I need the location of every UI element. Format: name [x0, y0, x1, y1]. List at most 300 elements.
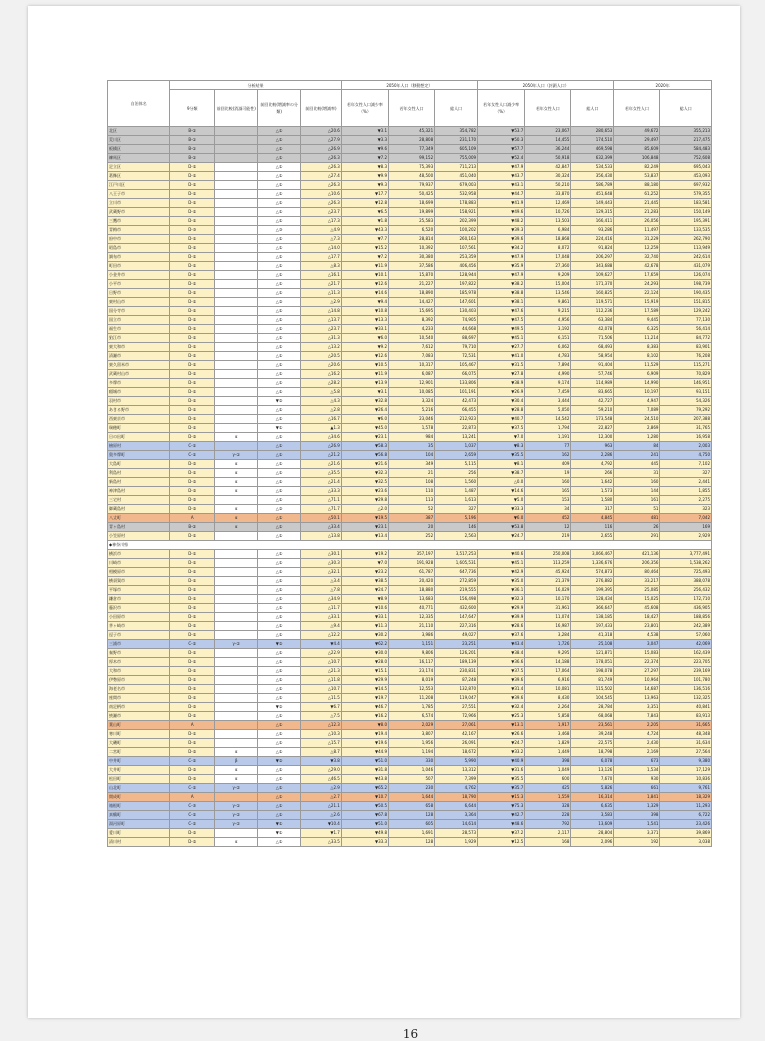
table-cell: 立川市: [108, 199, 170, 208]
table-cell: 66,455: [435, 406, 478, 415]
table-cell: ▼43.3: [341, 226, 388, 235]
table-cell: γ-①: [215, 802, 258, 811]
table-cell: D-①: [170, 334, 215, 343]
table-cell: D-①: [170, 730, 215, 739]
table-row: [108, 316, 712, 325]
table-cell: 寒川町: [108, 730, 170, 739]
table-cell: D-①: [170, 316, 215, 325]
table-cell: ▼3.1: [341, 127, 388, 136]
table-cell: D-①: [170, 262, 215, 271]
table-cell: 9,445: [614, 316, 660, 325]
table-cell: 昭島市: [108, 244, 170, 253]
table-cell: 17,048: [525, 253, 571, 262]
table-cell: 9,806: [389, 649, 435, 658]
table-cell: 83,901: [660, 343, 712, 352]
table-cell: ▼48.2: [478, 217, 525, 226]
table-cell: 1,785: [389, 703, 435, 712]
table-cell: 126,074: [660, 271, 712, 280]
table-cell: 青梅市: [108, 226, 170, 235]
table-cell: 28,784: [571, 703, 614, 712]
table-cell: ▼43.4: [478, 640, 525, 649]
table-cell: 26,091: [435, 739, 478, 748]
table-cell: 206,356: [614, 559, 660, 568]
table-cell: △②: [258, 505, 301, 514]
table-row: [108, 487, 712, 496]
table-cell: 13,312: [435, 766, 478, 775]
table-cell: ▼19.5: [341, 514, 388, 523]
table-cell: 10,317: [389, 361, 435, 370]
table-cell: ▼35.5: [478, 451, 525, 460]
table-cell: 101,780: [660, 676, 712, 685]
table-cell: 451,040: [435, 172, 478, 181]
table-cell: △16.2: [301, 370, 342, 379]
table-cell: 398: [614, 811, 660, 820]
table-cell: γ-②: [215, 811, 258, 820]
table-row: [108, 406, 712, 415]
table-cell: C-②: [170, 820, 215, 829]
table-cell: A: [170, 793, 215, 802]
table-cell: 42,678: [614, 262, 660, 271]
table-cell: 224,416: [571, 235, 614, 244]
table-cell: ▼39.6: [478, 694, 525, 703]
table-cell: 3,517,253: [435, 550, 478, 559]
table-cell: ▼75.3: [478, 802, 525, 811]
table-cell: 130,403: [435, 307, 478, 316]
table-cell: 72,966: [435, 712, 478, 721]
table-cell: 260,163: [435, 235, 478, 244]
table-cell: B-②: [170, 523, 215, 532]
section-header-row: [108, 541, 712, 550]
table-cell: ▼43.1: [478, 181, 525, 190]
table-cell: 230,831: [435, 667, 478, 676]
table-cell: 33,870: [525, 190, 571, 199]
table-cell: 足立区: [108, 163, 170, 172]
table-cell: ▼1.8: [341, 217, 388, 226]
table-cell: 11,293: [660, 802, 712, 811]
table-cell: 3,284: [525, 631, 571, 640]
table-cell: 17,659: [614, 271, 660, 280]
table-cell: ▼32.5: [341, 478, 388, 487]
table-cell: [215, 253, 258, 262]
table-cell: 12,335: [389, 613, 435, 622]
table-cell: ▼45.1: [478, 559, 525, 568]
table-cell: 191,928: [389, 559, 435, 568]
table-cell: [215, 352, 258, 361]
table-cell: △26.9: [301, 145, 342, 154]
table-cell: △26.3: [301, 199, 342, 208]
table-cell: 新島村: [108, 478, 170, 487]
table-cell: 16,117: [389, 658, 435, 667]
table-cell: △29.0: [301, 766, 342, 775]
table-cell: 68,493: [571, 343, 614, 352]
table-cell: 13,609: [571, 820, 614, 829]
table-cell: 133,806: [435, 379, 478, 388]
table-cell: 451,648: [571, 190, 614, 199]
table-cell: △①: [258, 550, 301, 559]
table-cell: △28.2: [301, 379, 342, 388]
table-cell: D-①: [170, 217, 215, 226]
table-cell: A: [170, 514, 215, 523]
table-cell: B-①: [170, 145, 215, 154]
table-cell: 83,913: [660, 712, 712, 721]
table-row: [108, 154, 712, 163]
table-cell: 25,583: [389, 217, 435, 226]
table-cell: △7.3: [301, 235, 342, 244]
table-cell: 42,069: [660, 640, 712, 649]
table-cell: 大島町: [108, 460, 170, 469]
table-cell: 13,546: [525, 289, 571, 298]
table-cell: 57,060: [660, 631, 712, 640]
table-cell: ▼48.6: [478, 820, 525, 829]
table-cell: D-①: [170, 415, 215, 424]
table-cell: △11.8: [301, 676, 342, 685]
table-cell: ▼11.9: [341, 262, 388, 271]
table-cell: 431,079: [660, 262, 712, 271]
table-cell: C-①: [170, 442, 215, 451]
table-cell: ▼47.9: [478, 253, 525, 262]
table-row: [108, 811, 712, 820]
table-cell: 羽村市: [108, 397, 170, 406]
table-cell: 31,634: [660, 739, 712, 748]
table-cell: 15,919: [614, 298, 660, 307]
table-cell: 檜原村: [108, 442, 170, 451]
table-cell: 963: [571, 442, 614, 451]
table-cell: 80,464: [614, 568, 660, 577]
table-cell: 50,210: [525, 181, 571, 190]
table-cell: [215, 379, 258, 388]
table-cell: ▼38.9: [478, 379, 525, 388]
table-cell: △35.5: [301, 469, 342, 478]
table-cell: [215, 613, 258, 622]
table-cell: 4,947: [614, 397, 660, 406]
table-cell: 6,087: [389, 370, 435, 379]
header-prev-category: 前回比較(増減率の分類): [258, 90, 301, 127]
table-cell: 272,859: [435, 577, 478, 586]
table-cell: ▼3.8: [301, 757, 342, 766]
table-cell: 115,502: [571, 685, 614, 694]
table-cell: ▼52.4: [478, 154, 525, 163]
table-cell: [215, 415, 258, 424]
table-cell: 26: [614, 523, 660, 532]
table-cell: 231,170: [435, 136, 478, 145]
table-cell: 1,151: [389, 640, 435, 649]
table-cell: D-①: [170, 388, 215, 397]
table-cell: 8,430: [525, 694, 571, 703]
table-cell: 71,506: [571, 334, 614, 343]
table-cell: 425: [525, 784, 571, 793]
table-cell: C-②: [170, 640, 215, 649]
table-cell: [215, 577, 258, 586]
table-cell: 23,426: [660, 820, 712, 829]
table-cell: ▼19.7: [341, 694, 388, 703]
table-cell: 79,710: [435, 343, 478, 352]
table-cell: [215, 154, 258, 163]
table-cell: ▼8.0: [341, 721, 388, 730]
table-cell: 752,608: [660, 154, 712, 163]
table-cell: 4,233: [389, 325, 435, 334]
table-cell: 7,459: [525, 388, 571, 397]
table-cell: 福生市: [108, 325, 170, 334]
table-cell: [215, 217, 258, 226]
table-row: [108, 172, 712, 181]
table-cell: 452: [525, 514, 571, 523]
table-row: [108, 775, 712, 784]
table-cell: ▼38.1: [478, 298, 525, 307]
table-cell: 2,563: [435, 532, 478, 541]
table-cell: △①: [258, 631, 301, 640]
table-cell: 178,051: [571, 658, 614, 667]
table-cell: D-①: [170, 343, 215, 352]
table-cell: ▼33.1: [341, 613, 388, 622]
header-class: 9分類: [170, 90, 215, 127]
table-cell: α: [215, 766, 258, 775]
table-cell: 138,185: [571, 613, 614, 622]
table-cell: ▼43.7: [478, 172, 525, 181]
table-cell: ▼38.5: [341, 577, 388, 586]
table-cell: ▼30.0: [341, 649, 388, 658]
table-cell: △①: [258, 586, 301, 595]
table-row: [108, 649, 712, 658]
table-cell: 199,395: [571, 586, 614, 595]
table-cell: 8,383: [614, 343, 660, 352]
table-cell: 88,180: [614, 181, 660, 190]
table-cell: C-①: [170, 451, 215, 460]
table-cell: △32.1: [301, 568, 342, 577]
table-cell: 212,923: [435, 415, 478, 424]
table-cell: ▼44.9: [341, 748, 388, 757]
table-cell: ▼10.5: [341, 361, 388, 370]
table-row: [108, 136, 712, 145]
table-cell: [215, 235, 258, 244]
table-cell: ▼38.8: [478, 289, 525, 298]
table-cell: 1,605,531: [435, 559, 478, 568]
table-row: [108, 748, 712, 757]
table-cell: ▼50.5: [341, 802, 388, 811]
table-cell: 29,497: [614, 136, 660, 145]
table-cell: △26.9: [301, 442, 342, 451]
table-cell: 153: [525, 496, 571, 505]
table-row: [108, 712, 712, 721]
table-cell: 1,841: [614, 793, 660, 802]
table-cell: 9,761: [660, 784, 712, 793]
table-row: [108, 343, 712, 352]
table-cell: ▼38.7: [478, 469, 525, 478]
table-cell: 171,370: [571, 280, 614, 289]
table-cell: 76,208: [660, 352, 712, 361]
table-cell: 2,869: [614, 424, 660, 433]
table-cell: ▼32.4: [478, 703, 525, 712]
table-row: [108, 676, 712, 685]
table-cell: 262,790: [660, 235, 712, 244]
table-cell: △①: [258, 613, 301, 622]
table-cell: △①: [258, 172, 301, 181]
table-cell: 68,068: [571, 712, 614, 721]
table-cell: 12,469: [525, 199, 571, 208]
table-cell: 4,538: [614, 631, 660, 640]
table-cell: 227,316: [435, 622, 478, 631]
table-cell: 406,456: [435, 262, 478, 271]
table-cell: 32,740: [614, 253, 660, 262]
table-cell: 42,473: [435, 397, 478, 406]
table-cell: 357,197: [389, 550, 435, 559]
table-cell: 5,115: [435, 460, 478, 469]
table-cell: 板橋区: [108, 145, 170, 154]
table-cell: 6,325: [614, 325, 660, 334]
table-cell: D-①: [170, 163, 215, 172]
header-analysis: 分析結果: [170, 81, 342, 90]
table-cell: [215, 397, 258, 406]
table-cell: ▼①: [258, 424, 301, 433]
table-cell: D-①: [170, 469, 215, 478]
table-cell: C-②: [170, 784, 215, 793]
table-cell: 241: [614, 451, 660, 460]
table-row: [108, 694, 712, 703]
table-cell: 日野市: [108, 289, 170, 298]
table-cell: 6,062: [525, 343, 571, 352]
table-cell: 22,374: [614, 658, 660, 667]
table-cell: 61,787: [389, 568, 435, 577]
table-row: [108, 271, 712, 280]
table-cell: D-①: [170, 532, 215, 541]
table-cell: △①: [258, 469, 301, 478]
table-cell: ▼47.9: [478, 163, 525, 172]
table-cell: 28,808: [389, 136, 435, 145]
table-cell: 166,411: [571, 217, 614, 226]
table-cell: 荒川区: [108, 136, 170, 145]
table-cell: 31,229: [614, 235, 660, 244]
table-cell: 25,085: [614, 586, 660, 595]
table-cell: △①: [258, 649, 301, 658]
table-cell: [215, 190, 258, 199]
table-cell: 158,921: [435, 208, 478, 217]
table-cell: △①: [258, 559, 301, 568]
table-cell: 151,815: [660, 298, 712, 307]
table-cell: 673: [614, 757, 660, 766]
table-cell: △12.3: [301, 721, 342, 730]
table-cell: ▼50.3: [478, 136, 525, 145]
table-cell: 113,259: [525, 559, 571, 568]
document-page: [28, 6, 740, 1041]
table-row: [108, 307, 712, 316]
table-cell: ▼65.2: [341, 784, 388, 793]
table-cell: 1,917: [525, 721, 571, 730]
table-cell: ▼49.6: [478, 208, 525, 217]
table-cell: ▼6.0: [341, 415, 388, 424]
table-cell: 中井町: [108, 757, 170, 766]
table-cell: ▼62.2: [341, 640, 388, 649]
table-cell: α: [215, 838, 258, 847]
table-cell: ▼7.2: [341, 253, 388, 262]
table-cell: △27.4: [301, 172, 342, 181]
table-cell: △①: [258, 595, 301, 604]
table-cell: ▼6.5: [341, 208, 388, 217]
table-cell: D-①: [170, 622, 215, 631]
table-cell: [215, 712, 258, 721]
table-cell: 432,600: [435, 604, 478, 613]
table-cell: 13,503: [525, 217, 571, 226]
table-cell: ▼49.8: [341, 829, 388, 838]
table-cell: 2,096: [571, 838, 614, 847]
table-cell: △①: [258, 784, 301, 793]
table-cell: ▼②: [258, 757, 301, 766]
table-cell: ▼30.4: [478, 397, 525, 406]
table-cell: ▼44.7: [478, 190, 525, 199]
table-cell: △①: [258, 307, 301, 316]
table-cell: 八丈町: [108, 514, 170, 523]
table-cell: ▼16.2: [341, 712, 388, 721]
table-cell: △①: [258, 667, 301, 676]
table-cell: △①: [258, 289, 301, 298]
table-cell: 7,042: [660, 514, 712, 523]
table-cell: 42,078: [571, 325, 614, 334]
table-cell: ▼29.8: [341, 496, 388, 505]
table-cell: △2.6: [301, 811, 342, 820]
table-cell: 2,264: [525, 703, 571, 712]
table-cell: D-①: [170, 604, 215, 613]
table-cell: 239,169: [660, 667, 712, 676]
table-cell: △①: [258, 676, 301, 685]
table-cell: 6,644: [435, 802, 478, 811]
table-cell: 58,954: [571, 352, 614, 361]
table-row: [108, 595, 712, 604]
table-cell: 147,647: [435, 613, 478, 622]
table-cell: 632,399: [571, 154, 614, 163]
table-cell: 349: [389, 460, 435, 469]
header-total-1: 総人口: [435, 90, 478, 127]
table-cell: 113: [389, 496, 435, 505]
table-cell: B-①: [170, 127, 215, 136]
table-cell: 48,348: [660, 730, 712, 739]
table-cell: 3,583: [571, 811, 614, 820]
table-cell: 江戸川区: [108, 181, 170, 190]
table-cell: 10,392: [389, 244, 435, 253]
table-row: [108, 667, 712, 676]
table-cell: 18,868: [525, 235, 571, 244]
table-cell: ▼7.0: [341, 559, 388, 568]
table-cell: 22,827: [571, 424, 614, 433]
table-cell: △14.8: [301, 307, 342, 316]
table-cell: △30.1: [301, 550, 342, 559]
table-cell: 真鶴町: [108, 811, 170, 820]
table-cell: △17.7: [301, 253, 342, 262]
table-cell: 21,227: [389, 280, 435, 289]
table-cell: D-①: [170, 658, 215, 667]
table-cell: 22,124: [614, 289, 660, 298]
table-cell: ▼27.8: [478, 370, 525, 379]
table-cell: 3,986: [389, 631, 435, 640]
table-cell: [215, 694, 258, 703]
table-cell: [215, 280, 258, 289]
table-cell: [215, 424, 258, 433]
table-cell: [215, 676, 258, 685]
table-cell: 神津島村: [108, 487, 170, 496]
table-cell: D-①: [170, 280, 215, 289]
table-cell: ▼67.8: [341, 811, 388, 820]
table-cell: [215, 172, 258, 181]
table-cell: 7,083: [389, 352, 435, 361]
table-cell: 18,672: [435, 748, 478, 757]
table-cell: 42,167: [435, 730, 478, 739]
table-cell: 1,613: [435, 496, 478, 505]
table-cell: 695,043: [660, 163, 712, 172]
table-row: [108, 298, 712, 307]
table-cell: 160: [614, 478, 660, 487]
table-row: [108, 757, 712, 766]
table-cell: D-①: [170, 568, 215, 577]
table-cell: 18,427: [614, 613, 660, 622]
table-cell: 1,329: [614, 802, 660, 811]
table-cell: 25,108: [571, 640, 614, 649]
